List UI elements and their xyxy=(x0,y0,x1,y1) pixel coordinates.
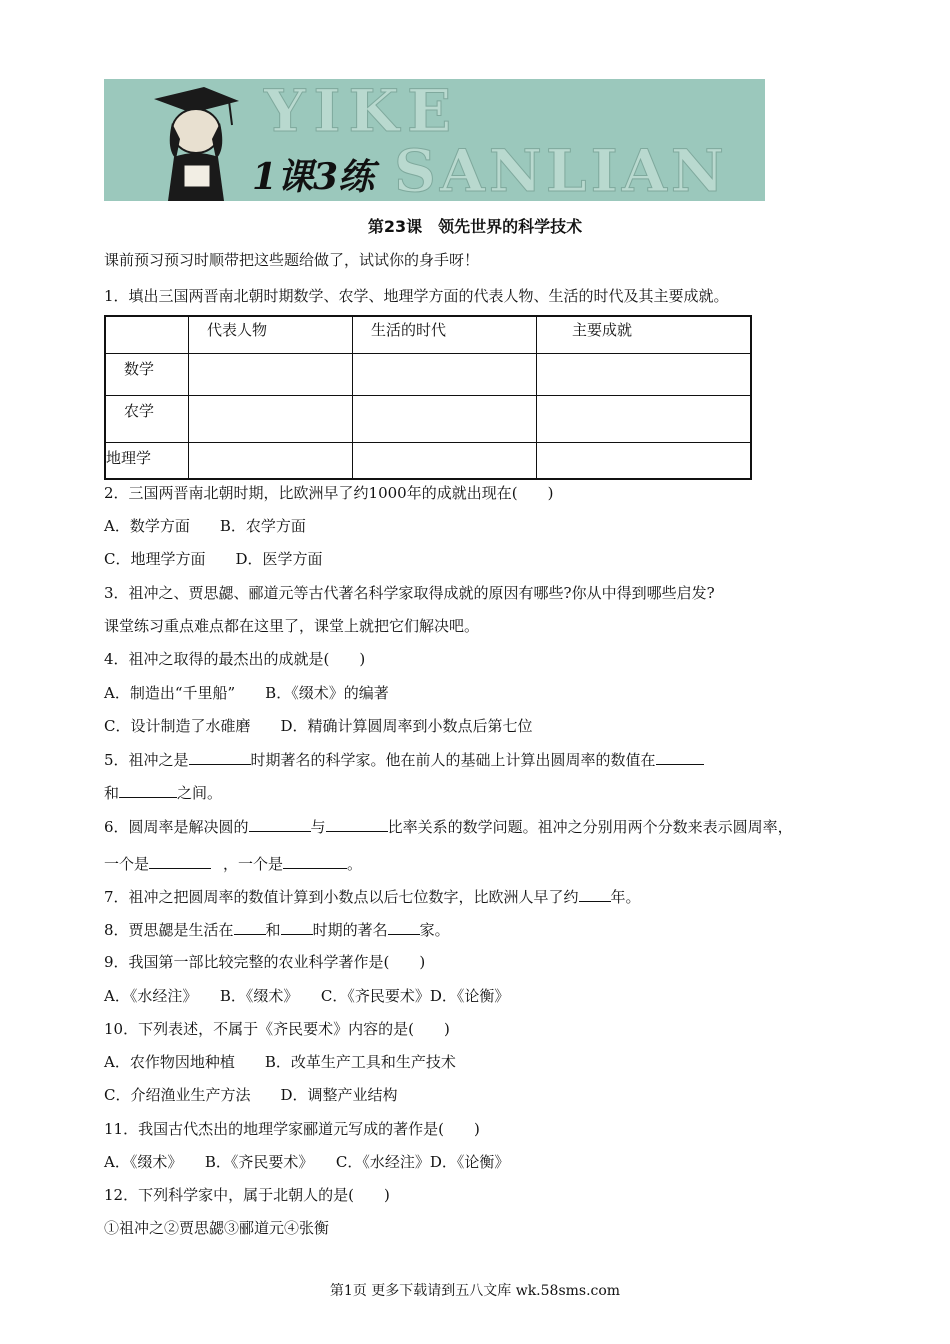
fill-blank[interactable] xyxy=(326,816,388,832)
question-8-text: 时期的著名 xyxy=(312,921,388,939)
fill-blank[interactable] xyxy=(149,853,211,869)
header-banner xyxy=(104,79,765,201)
fill-blank[interactable] xyxy=(119,782,177,798)
question-3: 3．祖冲之、贾思勰、郦道元等古代著名科学家取得成就的原因有哪些?你从中得到哪些启发? xyxy=(104,584,715,602)
question-6-text: 比率关系的数学问题。祖冲之分别用两个分数来表示圆周率， xyxy=(387,818,793,836)
question-6-text: 。 xyxy=(347,855,363,873)
question-1: 1．填出三国两晋南北朝时期数学、农学、地理学方面的代表人物、生活的时代及其主要成就。 xyxy=(104,287,729,305)
question-2-options-cd: C．地理学方面 D．医学方面 xyxy=(104,550,323,568)
question-5-text: 5．祖冲之是 xyxy=(104,751,189,769)
page-footer: 第1页 更多下载请到五八文库 wk.58sms.com xyxy=(329,1283,621,1299)
question-11: 11．我国古代杰出的地理学家郦道元写成的著作是( ) xyxy=(104,1120,480,1138)
answer-table xyxy=(104,315,752,480)
question-2-options-ab: A．数学方面 B．农学方面 xyxy=(104,517,306,535)
fill-blank[interactable] xyxy=(283,853,347,869)
table-cell[interactable] xyxy=(537,442,752,479)
question-6-text: 6．圆周率是解决圆的 xyxy=(104,818,249,836)
question-10-options-ab: A．农作物因地种植 B．改革生产工具和生产技术 xyxy=(104,1053,456,1071)
table-cell[interactable] xyxy=(353,353,537,395)
table-row-label: 数学 xyxy=(105,353,189,395)
question-6 xyxy=(104,816,793,837)
question-4-options-ab: A．制造出“千里船” B．《缀术》的编著 xyxy=(104,684,389,702)
question-10: 10．下列表述，不属于《齐民要术》内容的是( ) xyxy=(104,1020,450,1038)
question-4-options-cd: C．设计制造了水碓磨 D．精确计算圆周率到小数点后第七位 xyxy=(104,717,533,735)
table-header-cell xyxy=(105,316,189,353)
table-cell[interactable] xyxy=(537,395,752,442)
question-6-text: 一个是 xyxy=(104,855,150,873)
banner-yike-text: YIKE xyxy=(264,79,460,145)
question-7 xyxy=(104,886,641,907)
question-5-text: 之间。 xyxy=(177,784,223,802)
table-row-label: 地理学 xyxy=(105,442,189,479)
question-10-options-cd: C．介绍渔业生产方法 D．调整产业结构 xyxy=(104,1086,398,1104)
question-8-text: 和 xyxy=(265,921,281,939)
table-row xyxy=(105,395,751,442)
question-6-text: ，一个是 xyxy=(223,855,284,873)
table-row xyxy=(105,442,751,479)
fill-blank[interactable] xyxy=(281,919,313,935)
table-header-cell: 生活的时代 xyxy=(353,316,537,353)
fill-blank[interactable] xyxy=(388,919,420,935)
question-8-text: 家。 xyxy=(419,921,450,939)
fill-blank[interactable] xyxy=(579,886,611,902)
question-11-options: A．《缀术》 B．《齐民要术》 C．《水经注》D．《论衡》 xyxy=(104,1153,510,1171)
table-cell[interactable] xyxy=(189,353,353,395)
table-cell[interactable] xyxy=(353,442,537,479)
question-12: 12．下列科学家中，属于北朝人的是( ) xyxy=(104,1186,390,1204)
question-5-continued xyxy=(104,782,222,803)
table-row xyxy=(105,353,751,395)
intro-text: 课前预习预习时顺带把这些题给做了，试试你的身手呀！ xyxy=(104,251,480,269)
question-9: 9．我国第一部比较完整的农业科学著作是( ) xyxy=(104,953,426,971)
question-8 xyxy=(104,919,450,940)
table-cell[interactable] xyxy=(189,442,353,479)
table-cell[interactable] xyxy=(537,353,752,395)
question-2: 2．三国两晋南北朝时期，比欧洲早了约1000年的成就出现在( ) xyxy=(104,484,554,502)
question-4: 4．祖冲之取得的最杰出的成就是( ) xyxy=(104,650,366,668)
fill-blank[interactable] xyxy=(249,816,311,832)
table-header-row xyxy=(105,316,751,353)
question-5-text: 和 xyxy=(104,784,120,802)
question-5-text: 时期著名的科学家。他在前人的基础上计算出圆周率的数值在 xyxy=(250,751,656,769)
table-row-label: 农学 xyxy=(105,395,189,442)
fill-blank[interactable] xyxy=(189,749,251,765)
question-7-text: 年。 xyxy=(610,888,641,906)
table-cell[interactable] xyxy=(353,395,537,442)
table-header-cell: 主要成就 xyxy=(537,316,752,353)
question-6-text: 与 xyxy=(310,818,326,836)
question-9-options: A．《水经注》 B．《缀术》 C．《齐民要术》D．《论衡》 xyxy=(104,987,510,1005)
fill-blank[interactable] xyxy=(656,749,704,765)
fill-blank[interactable] xyxy=(234,919,266,935)
page-title: 第23课 领先世界的科学技术 xyxy=(367,217,583,236)
banner-sanlian-text: SANLIAN xyxy=(394,137,728,201)
question-8-text: 8．贾思勰是生活在 xyxy=(104,921,234,939)
question-6-continued xyxy=(104,853,362,874)
table-header-cell: 代表人物 xyxy=(189,316,353,353)
question-12-options: ①祖冲之②贾思勰③郦道元④张衡 xyxy=(104,1219,330,1237)
section-heading-classwork: 课堂练习重点难点都在这里了，课堂上就把它们解决吧。 xyxy=(104,617,480,635)
question-7-text: 7．祖冲之把圆周率的数值计算到小数点以后七位数字，比欧洲人早了约 xyxy=(104,888,579,906)
banner-logo-text: 1课3练 xyxy=(252,156,375,198)
question-5 xyxy=(104,749,704,770)
table-cell[interactable] xyxy=(189,395,353,442)
